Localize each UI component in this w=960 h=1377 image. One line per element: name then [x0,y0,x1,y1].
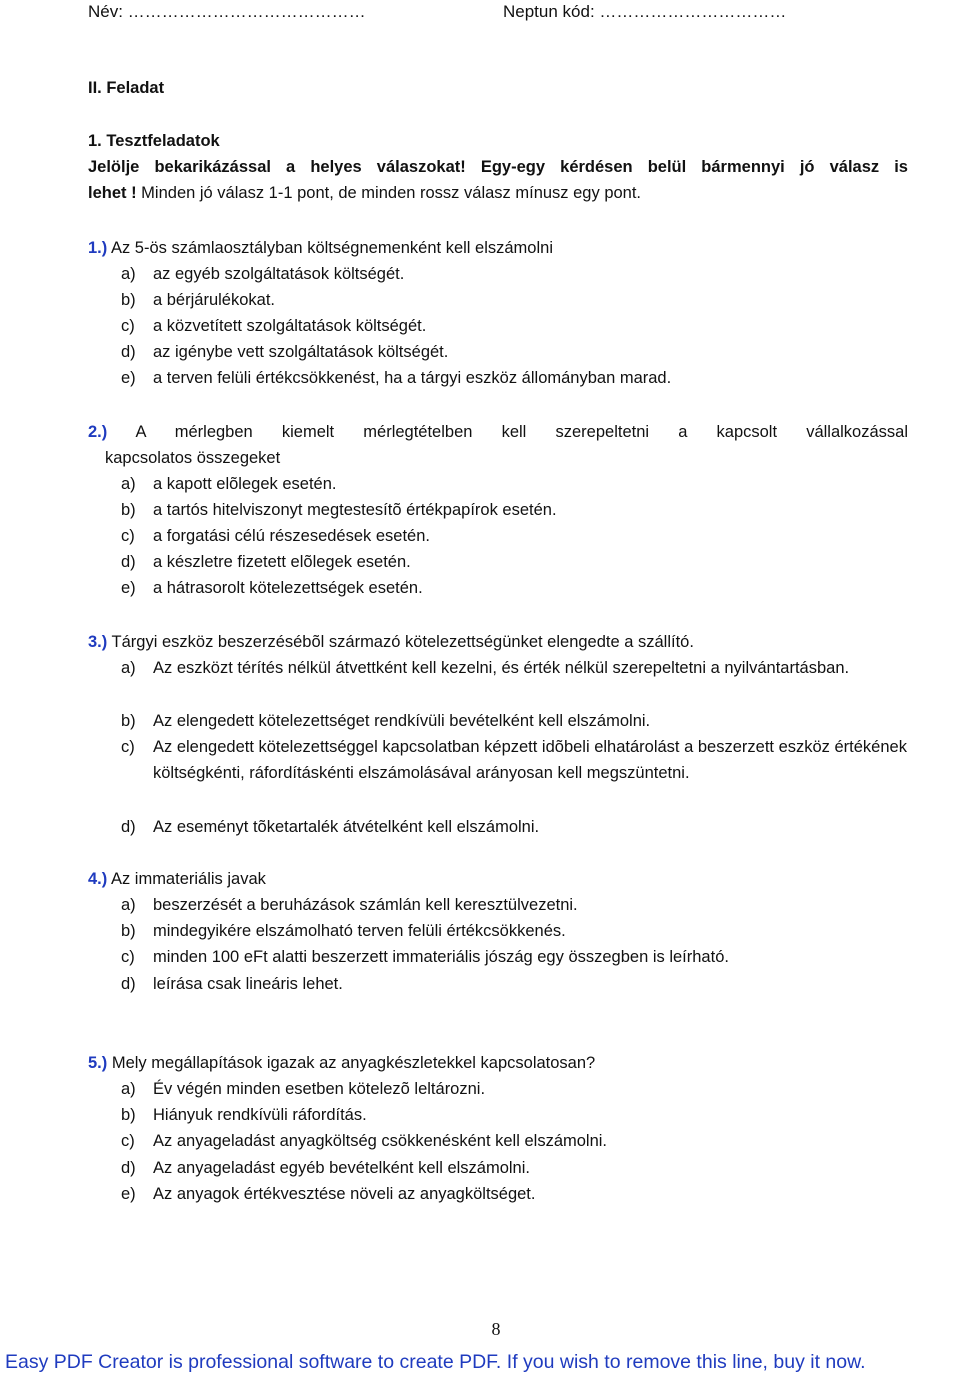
option-text: minden 100 eFt alatti beszerzett immateriális jószág egy összegben is leírható. [153,948,729,966]
option-label: a) [121,265,136,283]
question-1-option-a[interactable] [121,261,908,287]
question-5 [88,1050,908,1076]
option-label: d) [121,343,136,361]
option-text: Év végén minden esetben kötelezõ leltározni. [153,1080,486,1098]
option-text: mindegyikére elszámolható terven felüli értékcsökkenés. [153,922,566,940]
option-text: a hátrasorolt kötelezettségek esetén. [153,579,423,597]
section-title: II. Feladat [88,79,165,97]
instructions-emphasis: lehet ! [88,184,137,202]
question-5-option-b[interactable] [121,1102,908,1128]
option-text: Az eszközt térítés nélkül átvettként kell kezelni, és érték nélkül szerepeltetni a nyilvántartásban. [153,659,850,677]
option-text: Az anyageladást anyagköltség csökkenésként kell elszámolni. [153,1132,608,1150]
option-text: a terven felüli értékcsökkenést, ha a tárgyi eszköz állományban marad. [153,369,672,387]
question-1-option-c[interactable] [121,313,908,339]
option-label: b) [121,922,136,940]
option-label: c) [121,948,135,966]
option-label: b) [121,712,136,730]
option-label: e) [121,369,136,387]
question-1-option-e[interactable] [121,365,908,391]
subsection-title: 1. Tesztfeladatok [88,132,220,150]
instructions-rest: Minden jó válasz 1-1 pont, de minden rossz válasz mínusz egy pont. [136,184,642,202]
question-2-continuation: kapcsolatos összegeket [105,449,281,467]
question-4-option-c[interactable] [121,944,908,970]
question-3-option-b[interactable] [121,708,908,734]
question-5-option-e[interactable] [121,1181,908,1207]
option-label: d) [121,553,136,571]
option-text: a készletre fizetett elõlegek esetén. [153,553,411,571]
option-label: c) [121,1132,135,1150]
question-number: 2.) [88,423,108,441]
question-number: 3.) [88,633,108,651]
question-5-option-c[interactable] [121,1128,908,1154]
question-1-option-b[interactable] [121,287,908,313]
option-label: c) [121,527,135,545]
option-text: Az anyagok értékvesztése növeli az anyagköltséget. [153,1185,536,1203]
option-label: e) [121,1185,136,1203]
pdf-creator-footer: Easy PDF Creator is professional software to create PDF. If you wish to remove this line, buy it now. [5,1351,866,1373]
option-label: b) [121,501,136,519]
page-number: 8 [491,1319,501,1339]
option-label: d) [121,1159,136,1177]
question-3 [88,629,908,655]
option-label: a) [121,896,136,914]
question-4-option-d[interactable] [121,971,908,997]
option-label: a) [121,659,136,677]
question-1-option-d[interactable] [121,339,908,365]
option-label: d) [121,818,136,836]
instructions-line-2 [88,183,641,203]
option-label: b) [121,291,136,309]
question-5-option-d[interactable] [121,1155,908,1181]
name-field-label: Név: …………………………………… [88,2,366,21]
question-2-option-e[interactable] [121,575,908,601]
option-text: Hiányuk rendkívüli ráfordítás. [153,1106,367,1124]
option-text: a közvetített szolgáltatások költségét. [153,317,427,335]
question-3-option-a[interactable] [121,655,908,681]
instructions-line-1: Jelölje bekarikázással a helyes válaszokat! Egy-egy kérdésen belül bármennyi jó válasz is [88,158,908,176]
option-text: Az elengedett kötelezettséggel kapcsolatban képzett idõbeli elhatárolást a beszerzett eszköz értékének költségkénti, ráfordításkénti elszámolásával arányosan kell megszüntetni. [153,738,907,782]
option-text: beszerzését a beruházások számlán kell keresztülvezetni. [153,896,578,914]
option-label: c) [121,317,135,335]
neptun-code-field-label: Neptun kód: …………………………… [503,2,787,21]
question-4-option-b[interactable] [121,918,908,944]
question-text: Tárgyi eszköz beszerzésébõl származó kötelezettségünket elengedte a szállító. [107,633,694,651]
question-3-option-d[interactable] [121,814,908,840]
question-4-option-a[interactable] [121,892,908,918]
question-2-option-c[interactable] [121,523,908,549]
question-2-option-b[interactable] [121,497,908,523]
option-label: d) [121,975,136,993]
question-text: Az 5-ös számlaosztályban költségnemenként kell elszámolni [107,239,553,257]
option-label: a) [121,1080,136,1098]
option-text: a bérjárulékokat. [153,291,275,309]
question-5-option-a[interactable] [121,1076,908,1102]
question-text: Az immateriális javak [107,870,266,888]
option-label: a) [121,475,136,493]
option-label: c) [121,738,135,756]
question-2-option-a[interactable] [121,471,908,497]
question-number: 5.) [88,1054,108,1072]
option-text: Az eseményt tõketartalék átvételként kell elszámolni. [153,818,540,836]
option-text: a kapott elõlegek esetén. [153,475,337,493]
option-label: b) [121,1106,136,1124]
question-2-option-d[interactable] [121,549,908,575]
question-1 [88,235,908,261]
question-text: A mérlegben kiemelt mérlegtételben kell szerepeltetni a kapcsolt vállalkozással [107,423,908,441]
option-text: Az elengedett kötelezettséget rendkívüli bevételként kell elszámolni. [153,712,651,730]
question-number: 1.) [88,239,108,257]
option-label: e) [121,579,136,597]
option-text: leírása csak lineáris lehet. [153,975,343,993]
option-text: a forgatási célú részesedések esetén. [153,527,430,545]
option-text: az igénybe vett szolgáltatások költségét. [153,343,449,361]
question-3-option-c[interactable] [121,734,908,786]
question-number: 4.) [88,870,108,888]
option-text: Az anyageladást egyéb bevételként kell elszámolni. [153,1159,530,1177]
question-text: Mely megállapítások igazak az anyagkészletekkel kapcsolatosan? [107,1054,596,1072]
option-text: a tartós hitelviszonyt megtestesítõ értékpapírok esetén. [153,501,557,519]
question-4 [88,866,908,892]
question-2 [88,419,908,445]
option-text: az egyéb szolgáltatások költségét. [153,265,405,283]
